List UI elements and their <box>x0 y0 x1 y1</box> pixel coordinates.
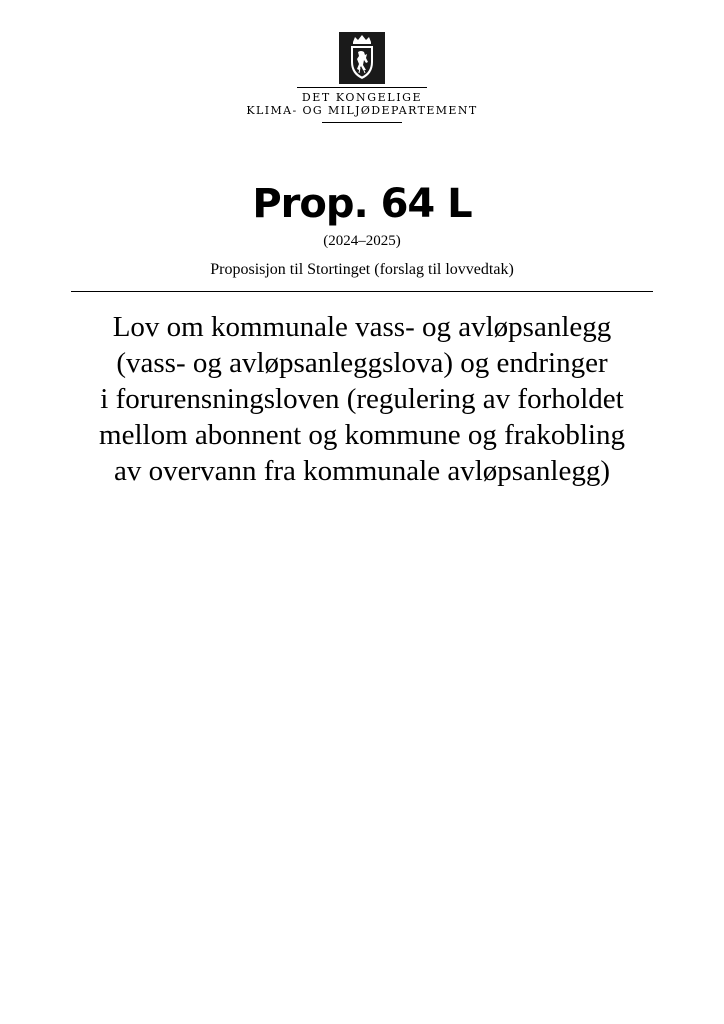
law-title-line: Lov om kommunale vass- og avløpsanlegg <box>112 311 612 343</box>
ministry-header <box>0 32 724 123</box>
proposition-subtitle: Proposisjon til Stortinget (forslag til lovvedtak) <box>210 261 514 278</box>
logo-rule-bottom <box>322 122 402 123</box>
logo-rule-top <box>297 87 427 88</box>
session-years: (2024–2025) <box>323 233 401 249</box>
law-title-line: i forurensningsloven (regulering av forholdet <box>100 383 624 415</box>
law-title <box>60 309 664 489</box>
law-title-line: av overvann fra kommunale avløpsanlegg) <box>113 455 611 487</box>
coat-of-arms-icon <box>339 32 385 84</box>
law-title-line: (vass- og avløpsanleggslova) og endringer <box>116 347 608 379</box>
ministry-line-1: DET KONGELIGE <box>301 91 423 104</box>
proposition-title: Prop. 64 L <box>252 181 472 227</box>
title-divider <box>71 291 653 292</box>
law-title-line: mellom abonnent og kommune og frakobling <box>99 419 625 451</box>
ministry-name: KLIMA- OG MILJØDEPARTEMENT <box>246 104 478 117</box>
